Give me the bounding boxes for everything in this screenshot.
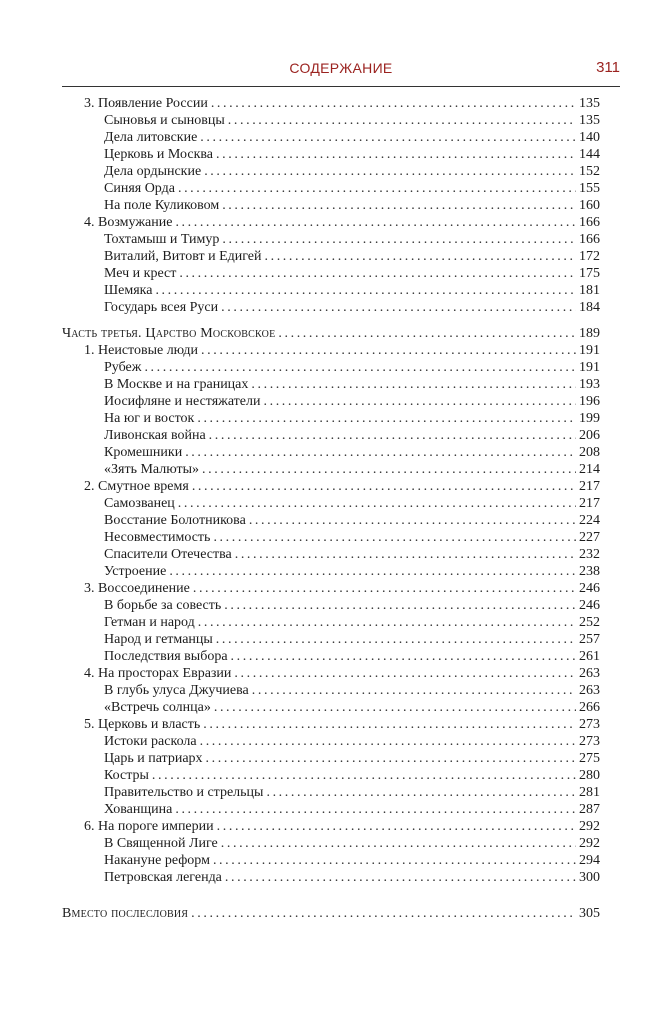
toc-entry-title: 4. Возмужание bbox=[84, 215, 173, 230]
toc-entry-title: Народ и гетманцы bbox=[104, 632, 213, 647]
running-head bbox=[62, 60, 620, 82]
toc-entry-page: 280 bbox=[579, 768, 600, 783]
toc-entry-page: 175 bbox=[579, 266, 600, 281]
toc-entry-page: 261 bbox=[579, 649, 600, 664]
toc-entry-page: 181 bbox=[579, 283, 600, 298]
leader-dots bbox=[178, 495, 576, 512]
toc-entry-title: «Зять Малюты» bbox=[104, 462, 200, 477]
leader-dots bbox=[204, 163, 576, 180]
leader-dots bbox=[221, 299, 576, 316]
toc-entry-title: Вместо послесловия bbox=[62, 906, 189, 921]
toc-entry-title: Костры bbox=[104, 768, 149, 783]
toc-entry-title: Шемяка bbox=[104, 283, 153, 298]
toc-subsection-entry bbox=[62, 282, 600, 299]
toc-subsection-entry bbox=[62, 767, 600, 784]
toc-entry-title: Несовместимость bbox=[104, 530, 211, 545]
toc-entry-page: 152 bbox=[579, 164, 600, 179]
toc-entry-title: Государь всея Руси bbox=[104, 300, 219, 315]
toc-entry-page: 217 bbox=[579, 496, 600, 511]
toc-subsection-entry bbox=[62, 495, 600, 512]
leader-dots bbox=[192, 478, 576, 495]
toc-entry-title: Рубеж bbox=[104, 360, 142, 375]
toc-entry-page: 214 bbox=[579, 462, 600, 477]
toc-entry-title: Истоки раскола bbox=[104, 734, 197, 749]
leader-dots bbox=[211, 95, 576, 112]
toc-subsection-entry bbox=[62, 359, 600, 376]
toc-subsection-entry bbox=[62, 427, 600, 444]
toc-section bbox=[62, 95, 600, 316]
toc-subsection-entry bbox=[62, 614, 600, 631]
leader-dots bbox=[152, 767, 576, 784]
toc-subsection-entry bbox=[62, 512, 600, 529]
leader-dots bbox=[235, 546, 576, 563]
leader-dots bbox=[175, 801, 576, 818]
leader-dots bbox=[206, 750, 576, 767]
leader-dots bbox=[222, 197, 576, 214]
toc-chapter-entry bbox=[62, 342, 600, 359]
toc-entry-title: 6. На пороге империи bbox=[84, 819, 214, 834]
toc-part-entry bbox=[62, 325, 600, 342]
page-number: 311 bbox=[596, 59, 620, 76]
toc-entry-page: 196 bbox=[579, 394, 600, 409]
toc-entry-page: 238 bbox=[579, 564, 600, 579]
leader-dots bbox=[193, 580, 576, 597]
toc-subsection-entry bbox=[62, 129, 600, 146]
leader-dots bbox=[278, 325, 576, 342]
toc-subsection-entry bbox=[62, 112, 600, 129]
toc-entry-title: Спасители Отечества bbox=[104, 547, 232, 562]
toc-entry-page: 305 bbox=[579, 906, 600, 921]
toc-entry-title: В Священной Лиге bbox=[104, 836, 218, 851]
leader-dots bbox=[201, 342, 576, 359]
leader-dots bbox=[198, 614, 576, 631]
toc-section bbox=[62, 325, 600, 886]
toc-subsection-entry bbox=[62, 180, 600, 197]
toc-subsection-entry bbox=[62, 529, 600, 546]
toc-entry-title: Царь и патриарх bbox=[104, 751, 203, 766]
toc-subsection-entry bbox=[62, 852, 600, 869]
toc-chapter-entry bbox=[62, 214, 600, 231]
leader-dots bbox=[216, 146, 576, 163]
toc-entry-title: Ливонская война bbox=[104, 428, 206, 443]
leader-dots bbox=[221, 835, 576, 852]
toc-chapter-entry bbox=[62, 665, 600, 682]
toc-entry-title: В Москве и на границах bbox=[104, 377, 249, 392]
toc-entry-title: Кромешники bbox=[104, 445, 183, 460]
leader-dots bbox=[169, 563, 576, 580]
leader-dots bbox=[197, 410, 576, 427]
toc-subsection-entry bbox=[62, 444, 600, 461]
leader-dots bbox=[155, 282, 576, 299]
toc-subsection-entry bbox=[62, 750, 600, 767]
toc-entry-title: На юг и восток bbox=[104, 411, 195, 426]
leader-dots bbox=[264, 393, 577, 410]
toc-entry-page: 160 bbox=[579, 198, 600, 213]
toc-subsection-entry bbox=[62, 733, 600, 750]
leader-dots bbox=[213, 529, 576, 546]
toc-entry-page: 135 bbox=[579, 113, 600, 128]
toc-entry-page: 208 bbox=[579, 445, 600, 460]
table-of-contents bbox=[62, 95, 600, 922]
toc-entry-title: Гетман и народ bbox=[104, 615, 195, 630]
toc-subsection-entry bbox=[62, 835, 600, 852]
toc-entry-title: Часть третья. Царство Московское bbox=[62, 326, 276, 341]
toc-entry-title: Накануне реформ bbox=[104, 853, 210, 868]
toc-entry-page: 275 bbox=[579, 751, 600, 766]
toc-subsection-entry bbox=[62, 197, 600, 214]
toc-entry-title: Восстание Болотникова bbox=[104, 513, 246, 528]
leader-dots bbox=[203, 716, 576, 733]
toc-entry-page: 184 bbox=[579, 300, 600, 315]
leader-dots bbox=[251, 376, 576, 393]
toc-subsection-entry bbox=[62, 784, 600, 801]
toc-entry-title: «Встречь солнца» bbox=[104, 700, 211, 715]
toc-entry-page: 263 bbox=[579, 683, 600, 698]
toc-entry-page: 266 bbox=[579, 700, 600, 715]
toc-entry-page: 246 bbox=[579, 581, 600, 596]
toc-subsection-entry bbox=[62, 631, 600, 648]
header-rule bbox=[62, 86, 620, 87]
leader-dots bbox=[228, 112, 576, 129]
toc-entry-title: На поле Куликовом bbox=[104, 198, 220, 213]
toc-subsection-entry bbox=[62, 299, 600, 316]
toc-entry-page: 273 bbox=[579, 734, 600, 749]
leader-dots bbox=[252, 682, 576, 699]
leader-dots bbox=[231, 648, 576, 665]
toc-entry-title: Дела ордынские bbox=[104, 164, 202, 179]
running-head-title: СОДЕРЖАНИЕ bbox=[289, 60, 393, 76]
toc-entry-page: 273 bbox=[579, 717, 600, 732]
toc-entry-title: В глубь улуса Джучиева bbox=[104, 683, 249, 698]
toc-subsection-entry bbox=[62, 597, 600, 614]
toc-entry-title: Устроение bbox=[104, 564, 167, 579]
toc-subsection-entry bbox=[62, 163, 600, 180]
toc-subsection-entry bbox=[62, 461, 600, 478]
leader-dots bbox=[144, 359, 576, 376]
toc-entry-title: 3. Воссоединение bbox=[84, 581, 190, 596]
toc-subsection-entry bbox=[62, 648, 600, 665]
toc-entry-page: 281 bbox=[579, 785, 600, 800]
toc-subsection-entry bbox=[62, 393, 600, 410]
leader-dots bbox=[175, 214, 576, 231]
toc-chapter-entry bbox=[62, 580, 600, 597]
toc-entry-page: 227 bbox=[579, 530, 600, 545]
toc-entry-title: Дела литовские bbox=[104, 130, 198, 145]
toc-entry-page: 217 bbox=[579, 479, 600, 494]
leader-dots bbox=[202, 461, 576, 478]
toc-section bbox=[62, 905, 600, 922]
leader-dots bbox=[234, 665, 576, 682]
toc-entry-page: 189 bbox=[579, 326, 600, 341]
toc-entry-title: Петровская легенда bbox=[104, 870, 222, 885]
leader-dots bbox=[249, 512, 576, 529]
toc-entry-page: 292 bbox=[579, 819, 600, 834]
leader-dots bbox=[265, 248, 577, 265]
leader-dots bbox=[217, 818, 576, 835]
leader-dots bbox=[200, 733, 576, 750]
toc-entry-page: 292 bbox=[579, 836, 600, 851]
toc-subsection-entry bbox=[62, 376, 600, 393]
leader-dots bbox=[185, 444, 576, 461]
toc-chapter-entry bbox=[62, 818, 600, 835]
leader-dots bbox=[200, 129, 576, 146]
toc-entry-page: 199 bbox=[579, 411, 600, 426]
toc-subsection-entry bbox=[62, 801, 600, 818]
toc-entry-title: 2. Смутное время bbox=[84, 479, 189, 494]
toc-entry-title: 5. Церковь и власть bbox=[84, 717, 201, 732]
toc-entry-page: 144 bbox=[579, 147, 600, 162]
toc-entry-title: Последствия выбора bbox=[104, 649, 228, 664]
toc-entry-title: Сыновья и сыновцы bbox=[104, 113, 225, 128]
leader-dots bbox=[266, 784, 576, 801]
toc-entry-page: 206 bbox=[579, 428, 600, 443]
toc-entry-page: 232 bbox=[579, 547, 600, 562]
leader-dots bbox=[191, 905, 576, 922]
toc-entry-title: Самозванец bbox=[104, 496, 175, 511]
toc-entry-page: 263 bbox=[579, 666, 600, 681]
toc-entry-title: Меч и крест bbox=[104, 266, 177, 281]
toc-subsection-entry bbox=[62, 410, 600, 427]
toc-entry-title: Синяя Орда bbox=[104, 181, 175, 196]
toc-entry-title: Правительство и стрельцы bbox=[104, 785, 264, 800]
leader-dots bbox=[209, 427, 576, 444]
toc-entry-title: В борьбе за совесть bbox=[104, 598, 222, 613]
toc-entry-title: Хованщина bbox=[104, 802, 173, 817]
toc-subsection-entry bbox=[62, 682, 600, 699]
toc-subsection-entry bbox=[62, 563, 600, 580]
toc-entry-title: 3. Появление России bbox=[84, 96, 208, 111]
toc-entry-page: 252 bbox=[579, 615, 600, 630]
toc-entry-page: 172 bbox=[579, 249, 600, 264]
leader-dots bbox=[214, 699, 576, 716]
toc-entry-page: 191 bbox=[579, 343, 600, 358]
toc-entry-page: 140 bbox=[579, 130, 600, 145]
toc-entry-title: Виталий, Витовт и Едигей bbox=[104, 249, 262, 264]
toc-entry-page: 257 bbox=[579, 632, 600, 647]
toc-entry-page: 300 bbox=[579, 870, 600, 885]
toc-subsection-entry bbox=[62, 231, 600, 248]
toc-entry-page: 246 bbox=[579, 598, 600, 613]
toc-subsection-entry bbox=[62, 265, 600, 282]
toc-entry-page: 155 bbox=[579, 181, 600, 196]
toc-subsection-entry bbox=[62, 546, 600, 563]
toc-entry-title: Тохтамыш и Тимур bbox=[104, 232, 220, 247]
toc-entry-page: 287 bbox=[579, 802, 600, 817]
toc-subsection-entry bbox=[62, 869, 600, 886]
leader-dots bbox=[213, 852, 576, 869]
toc-subsection-entry bbox=[62, 699, 600, 716]
toc-subsection-entry bbox=[62, 248, 600, 265]
toc-entry-page: 191 bbox=[579, 360, 600, 375]
leader-dots bbox=[216, 631, 576, 648]
toc-entry-page: 166 bbox=[579, 215, 600, 230]
leader-dots bbox=[224, 597, 576, 614]
toc-entry-title: Церковь и Москва bbox=[104, 147, 214, 162]
toc-entry-title: Иосифляне и нестяжатели bbox=[104, 394, 261, 409]
leader-dots bbox=[179, 265, 576, 282]
toc-chapter-entry bbox=[62, 95, 600, 112]
leader-dots bbox=[178, 180, 576, 197]
toc-entry-page: 166 bbox=[579, 232, 600, 247]
leader-dots bbox=[225, 869, 576, 886]
toc-part-entry bbox=[62, 905, 600, 922]
toc-chapter-entry bbox=[62, 478, 600, 495]
toc-subsection-entry bbox=[62, 146, 600, 163]
toc-entry-page: 294 bbox=[579, 853, 600, 868]
toc-entry-page: 193 bbox=[579, 377, 600, 392]
toc-entry-page: 224 bbox=[579, 513, 600, 528]
toc-entry-page: 135 bbox=[579, 96, 600, 111]
toc-chapter-entry bbox=[62, 716, 600, 733]
toc-entry-title: 4. На просторах Евразии bbox=[84, 666, 232, 681]
toc-entry-title: 1. Неистовые люди bbox=[84, 343, 199, 358]
leader-dots bbox=[222, 231, 576, 248]
